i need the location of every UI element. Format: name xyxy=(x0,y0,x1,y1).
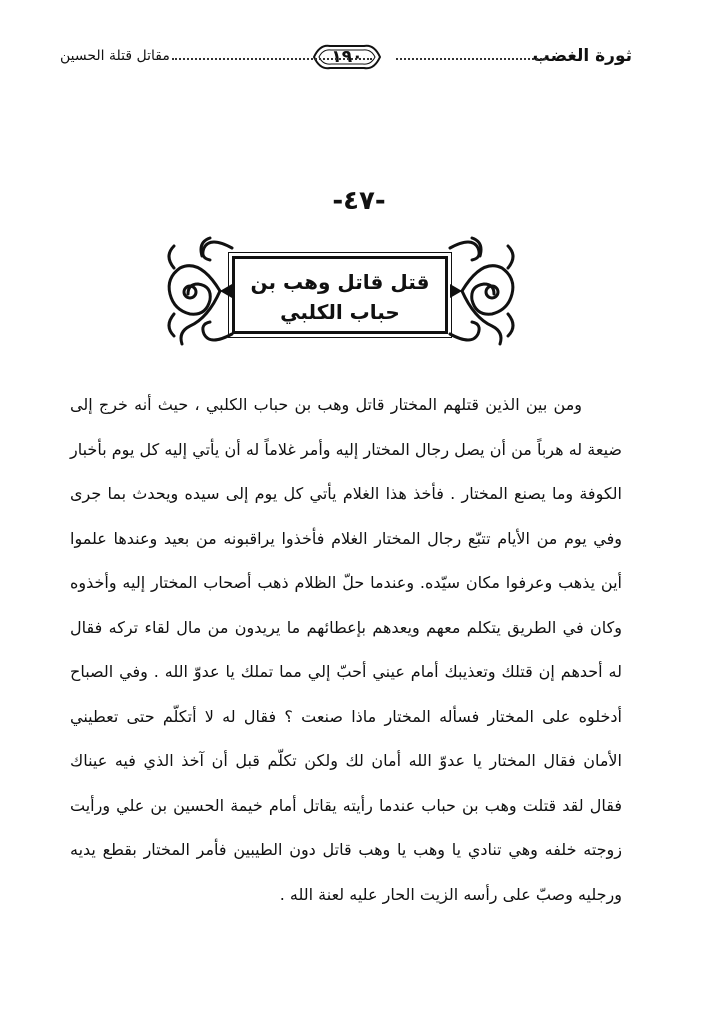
header-dots-right xyxy=(396,58,546,60)
section-title-cartouche xyxy=(160,228,522,348)
section-number: -٤٧- xyxy=(332,186,386,216)
page-number: ١٩٠ xyxy=(331,47,363,67)
body-text xyxy=(70,383,622,917)
body-paragraph: ومن بين الذين قتلهم المختار قاتل وهب بن حباب الكلبي ، حيث أنه خرج إلى ضيعة له هرباً من أن يصل رجال المختار إليه وأمر غلاماً له أن يأتي إليه كل يوم بأخبار الكوفة وما يصنع المختار . فأخذ هذا الغلام يأتي كل يوم إلى سيده ويحدث بما جرى وفي يوم من الأيام تتبّع رجال المختار الغلام فأخذوا يراقبونه من بعيد وعندها علموا أين يذهب وعرفوا مكان سيّده. وعندما حلّ الظلام ذهب أصحاب المختار إليه وأخذوه وكان في الطريق يتكلم معهم ويعدهم بإعطائهم ما يريدون من مال لقاء تركه فقال له أحدهم إن قتلك وتعذيبك أمام عيني أحبّ إلي مما تملك يا عدوّ الله . وفي الصباح أدخلوه على المختار فسأله المختار ماذا صنعت ؟ فقال له لا أتكلّم حتى تعطيني الأمان فقال المختار يا عدوّ الله أمان لك ولكن تكلّم قبل أن آخذ الذي فيه عيناك فقال لقد قتلت وهب بن حباب عندما رأيته يقاتل أمام خيمة الحسين بن علي ورأيت زوجته خلفه وهي تنادي يا وهب يا وهب قاتل دون الطيبين فأمر المختار بقطع يديه ورجليه وصبّ على رأسه الزيت الحار عليه لعنة الله . xyxy=(70,395,622,904)
running-header xyxy=(60,40,632,76)
header-dots-left xyxy=(172,58,372,60)
page-number-badge xyxy=(310,40,384,74)
book-title: ثورة الغضب xyxy=(532,46,632,66)
chapter-title: مقاتل قتلة الحسين xyxy=(60,48,170,64)
section-title: قتل قاتل وهب بن حباب الكلبي xyxy=(232,256,448,334)
